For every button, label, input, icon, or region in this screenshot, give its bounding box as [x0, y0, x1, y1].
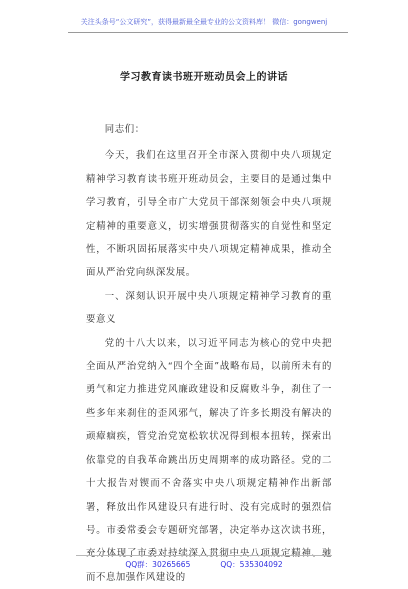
footer-contacts	[0, 559, 408, 570]
salutation: 同志们：	[104, 124, 145, 135]
qq-number: QQ：535304092	[220, 560, 283, 569]
paragraph-intro: 今天，我们在这里召开全市深入贯彻中央八项规定精神学习教育读书班开班动员会，主要目的是通过集中学习教育，引导全市广大党员干部深刻领会中央八项规定精神的重要意义，切实增强贯彻落实的自觉性和坚定性，不断巩固拓展落实中央八项规定精神成果，推动全面从严治党向纵深发展。	[86, 150, 332, 279]
document-title: 学习教育读书班开班动员会上的讲话	[120, 72, 288, 83]
section-heading: 一、深刻认识开展中央八项规定精神学习教育的重要意义	[86, 290, 332, 326]
document-body	[86, 118, 332, 589]
promo-banner: 关注头条号“公文研究”，获得最新最全最专业的公文资料库！ 微信：gongwenj	[80, 18, 328, 26]
qq-group-number: QQ群：30265665	[125, 560, 191, 569]
paragraph-body: 党的十八大以来，以习近平同志为核心的党中央把全面从严治党纳入“四个全面”战略布局，以前所未有的勇气和定力推进党风廉政建设和反腐败斗争，刹住了一些多年来刹住的歪风邪气，解决了许多长期没有解决的顽瘴痼疾，管党治党宽松软状况得到根本扭转，探索出依靠党的自我革命跳出历史周期率的成功路径。党的二十大报告对锲而不舍落实中央八项规定精神作出新部署，释放出作风建设只有进行时、没有完成时的强烈信号。市委常委会专题研究部署，决定举办这次读书班，充分体现了市委对持续深入贯彻中央八项规定精神、驰而不息加强作风建设的	[86, 337, 332, 583]
header-divider	[68, 32, 348, 33]
footer-divider	[76, 555, 332, 556]
